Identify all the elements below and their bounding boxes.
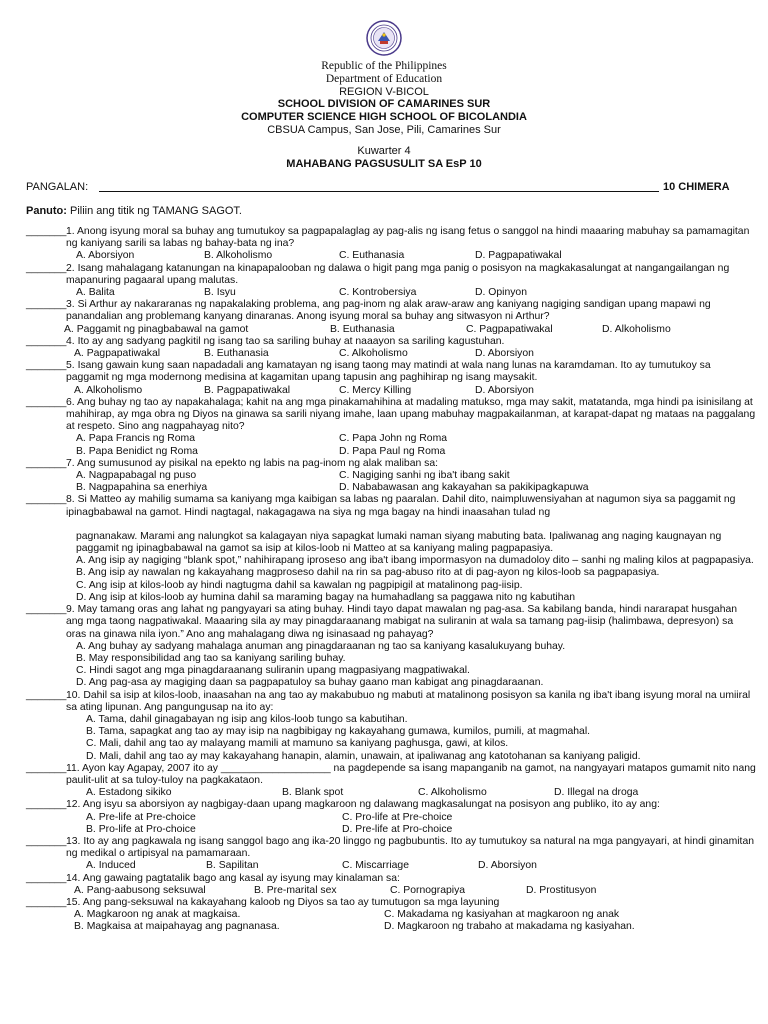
option[interactable]: C. Miscarriage [342,860,409,872]
question-7: _______7. Ang sumusunod ay pisikal na epekto ng labis na pag-inom ng alak maliban sa: A. Nagpapabagal ng puso C. Nagiging sanhi ng iba't ibang sakit B. Nagpapahina sa enerhiya D. Nababawasan ang kakayahan sa pakikipagkapuwa [26,457,589,494]
option[interactable]: B. Isyu [204,287,236,299]
option[interactable]: C. Makadama ng kasiyahan at magkaroon ng anak [384,909,620,921]
answer-blank[interactable]: _______ [26,896,67,908]
option[interactable]: A. Tama, dahil ginagabayan ng isip ang kilos-loob tungo sa kabutihan. [86,713,408,725]
instructions-text: Piliin ang titik ng TAMANG SAGOT. [66,205,242,217]
name-label: PANGALAN: [26,181,89,193]
header-department: Department of Education [325,73,443,85]
answer-blank[interactable]: _______ [26,494,67,506]
option[interactable]: D. Aborsiyon [475,384,534,396]
option[interactable]: A. Papa Francis ng Roma [76,433,195,445]
option[interactable]: D. Ang isip at kilos-loob ay humina dahil sa maraming bagay na humahadlang sa paggawa nito ng kabutihan [76,591,576,603]
question-2: _______2. Isang mahalagang katanungan na kinapapalooban ng dalawa o higit pang mga panig o posisyon na magkakasalungat at nangangailangan ng mapanuring pagaaral upang malutas. A. Balita B. Isyu C. Kontrobersiya D. Opinyon [26,262,730,299]
option[interactable]: B. Blank spot [282,787,344,799]
option[interactable]: C. Nagiging sanhi ng iba't ibang sakit [339,470,510,482]
option[interactable]: D. Illegal na droga [554,787,639,799]
option[interactable]: A. Induced [86,860,136,872]
option[interactable]: B. Papa Benidict ng Roma [76,445,198,457]
question-3: _______3. Si Arthur ay nakararanas ng napakalaking problema, ang pag-inom ng alak araw-araw ang kaniyang nagiging sandigan upang mapawi ng panandalian ang problemang kanyang dinaranas. Anong isyung moral sa buhay ang sitwasyon ni Arthur? A. Paggamit ng pinagbabawal na gamot B. Euthanasia C. Pagpapatiwakal D. Alkoholismo [26,299,711,335]
option[interactable]: C. Alkoholismo [339,348,408,360]
option[interactable]: B. Pre-marital sex [254,884,337,896]
deped-seal-icon [366,20,402,56]
option[interactable]: D. Nababawasan ang kakayahan sa pakikipagkapuwa [339,482,589,494]
option[interactable]: B. May responsibilidad ang tao sa kaniyang sariling buhay. [76,652,346,664]
question-list [26,226,756,934]
header-campus: CBSUA Campus, San Jose, Pili, Camarines Sur [267,124,501,136]
option[interactable]: D. Magkaroon ng trabaho at makadama ng kasiyahan. [384,921,635,933]
answer-blank[interactable]: _______ [26,799,67,811]
option[interactable]: A. Paggamit ng pinagbabawal na gamot [64,323,249,335]
question-13: _______13. Ito ay ang pagkawala ng isang sanggol bago ang ika-20 linggo ng pagbubuntis. Ito ay tumutukoy sa natural na mga pangyayari, at hindi ginamitan ng medikal o artipisyal na pamamaraan. A. Induced B. Sapilitan C. Miscarriage D. Aborsiyon [26,835,754,872]
option[interactable]: C. Hindi sagot ang mga pinagdaraanang suliranin upang magpasiyang magpatiwakal. [76,665,470,677]
option[interactable]: C. Euthanasia [339,250,405,262]
exam-title: MAHABANG PAGSUSULIT SA EsP 10 [286,158,482,170]
option[interactable]: B. Euthanasia [204,348,269,360]
option[interactable]: A. Ang isip ay nagiging “blank spot,” nahihirapang iproseso ang iba't ibang impormasyon na dumadoloy dito – sanhi ng maling kilos at pagpapasiya. [76,555,754,567]
answer-blank[interactable]: _______ [26,835,67,847]
option[interactable]: B. Sapilitan [206,860,259,872]
option[interactable]: B. Pro-life at Pro-choice [86,823,196,835]
option[interactable]: D. Papa Paul ng Roma [339,445,446,457]
option[interactable]: C. Mercy Killing [339,384,412,396]
header-region: REGION V-BICOL [339,86,429,98]
question-9: _______9. May tamang oras ang lahat ng pangyayari sa ating buhay. Hindi tayo dapat mawalan ng pag-asa. Sa kabilang banda, hindi nararapat husgahan ang mga taong nagpatiwakal. Maaaring sila ay may pinagdaraanang mabigat na suliranin at wala sa tamang pag-iisip (halimbawa, depresyon) sa oras na ginawa nila iyon.” Ano ang mahalagang diwa ng isinasaad ng pahayag? A. Ang buhay ay sadyang mahalaga anuman ang pinagdaraanan ng tao sa kaniyang kasalukuyang buhay. B. May responsibilidad ang tao sa kaniyang sariling buhay. C. Hindi sagot ang mga pinagdaraanang suliranin upang magpasiyang magpatiwakal. D. Ang pag-asa ay magiging daan sa pagpapatuloy sa buhay gaano man kabigat ang pinagdaraanan. [26,604,756,689]
option[interactable]: D. Alkoholismo [602,323,671,335]
option[interactable]: C. Pro-life at Pre-choice [342,811,453,823]
question-4: _______4. Ito ay ang sadyang pagkitil ng isang tao sa sariling buhay at naaayon sa sariling kagustuhan. A. Pagpapatiwakal B. Euthanasia C. Alkoholismo D. Aborsiyon [26,335,534,360]
option[interactable]: A. Estadong sikiko [86,787,172,799]
name-row [26,181,746,193]
question-8: _______8. Si Matteo ay mahilig sumama sa kaniyang mga kaibigan sa labas ng paaralan. Dahil dito, naimpluwensiyahan at nagumon siya sa paggamit ng ipinagbabawal na gamot. Hindi nagtagal, nakagagawa na siya ng mga bagay na hindi inaasahan tulad ng pagnanakaw. Marami ang nalungkot sa kalagayan niya sapagkat lumaki naman siyang mabuting bata. Ipaliwanag ang naging kaugnayan ng paggamit ng ipinagbabawal na gamot sa isip at kilos-loob ni Matteo at sa kaniyang maling pagpapasiya. A. Ang isip ay nagiging “blank spot,” nahihirapang iproseso ang iba't ibang impormasyon na dumadoloy dito – sanhi ng maling kilos at pagpapasiya. B. Ang isip ay nawalan ng kakayahang magproseso dahil na rin sa pag-abuso rito at di pag-ayon ng kilos-loob sa pagpapasiya. C. Ang isip at kilos-loob ay hindi nagtugma dahil sa kawalan ng pagpipigil at matalinong pag-iisip. D. Ang isip at kilos-loob ay humina dahil sa maraming bagay na humahadlang sa paggawa nito ng kabutihan [26,494,756,604]
option[interactable]: B. Euthanasia [330,323,395,335]
question-6: _______6. Ang buhay ng tao ay napakahalaga; kahit na ang mga pinakamahihina at madaling matukso, mga may sakit, matatanda, mga hindi pa isinisilang at mahihirap, ay mga obra ng Diyos na ginawa sa sarili niyang imahe, laan upang mabuhay magpakailanman, at karapat-dapat ng mataas na paggalang at respeto. Sino ang nagpahayag nito? A. Papa Francis ng Roma C. Papa John ng Roma B. Papa Benidict ng Roma D. Papa Paul ng Roma [26,396,756,457]
option[interactable]: C. Pagpapatiwakal [466,323,553,335]
answer-blank[interactable]: _______ [26,457,67,469]
name-field-line[interactable] [99,191,659,192]
section-label: 10 CHIMERA [663,181,730,193]
option[interactable]: B. Pagpapatiwakal [204,384,291,396]
question-15: _______15. Ang pang-seksuwal na kakayahang kaloob ng Diyos sa tao ay tumutugon sa mga layuning A. Magkaroon ng anak at magkaisa. C. Makadama ng kasiyahan at magkaroon ng anak B. Magkaisa at maipahayag ang pagnanasa. D. Magkaroon ng trabaho at makadama ng kasiyahan. [26,896,635,933]
option[interactable]: D. Pagpapatiwakal [475,250,562,262]
option[interactable]: A. Nagpapabagal ng puso [76,470,197,482]
option[interactable]: D. Aborsiyon [475,348,534,360]
option[interactable]: A. Magkaroon ng anak at magkaisa. [74,909,241,921]
header-school: COMPUTER SCIENCE HIGH SCHOOL OF BICOLANDIA [241,111,527,123]
instructions-label: Panuto: [26,205,67,217]
answer-blank[interactable]: _______ [26,360,67,372]
option[interactable]: C. Pornograpiya [390,884,466,896]
question-8-continued: pagnanakaw. Marami ang nalungkot sa kalagayan niya sapagkat lumaki naman siyang mabuting bata. Ipaliwanag ang naging kaugnayan ng paggamit ng ipinagbabawal na gamot sa isip at kilos-loob ni Matteo at sa kaniyang maling pagpapasiya. [76,530,722,555]
option[interactable]: D. Ang pag-asa ay magiging daan sa pagpapatuloy sa buhay gaano man kabigat ang pinagdaraanan. [76,677,544,689]
answer-blank[interactable]: _______ [26,689,67,701]
option[interactable]: A. Pang-aabusong seksuwal [74,884,206,896]
header-quarter: Kuwarter 4 [357,145,411,157]
answer-blank[interactable]: _______ [26,226,67,237]
answer-blank[interactable]: _______ [26,335,67,347]
option[interactable]: A. Aborsiyon [76,250,135,262]
header-republic: Republic of the Philippines [321,60,447,72]
option[interactable]: A. Pre-life at Pre-choice [86,811,196,823]
instructions [26,205,242,217]
option[interactable]: D. Aborsiyon [478,860,537,872]
option[interactable]: D. Prostitusyon [526,884,597,896]
option[interactable]: D. Mali, dahil ang tao ay may kakayahang hanapin, alamin, unawain, at ipaliwanag ang katotohanan sa kaniyang paligid. [86,750,641,762]
question-1: _______1. Anong isyung moral sa buhay ang tumutukoy sa pagpapalaglag ay pag-alis ng isang fetus o sanggol na hindi maaaring mabuhay sa pamamagitan ng kaniyang sarili sa labas ng bahay-bata ng ina? A. Aborsiyon B. Alkoholismo C. Euthanasia D. Pagpapatiwakal [26,226,750,262]
option[interactable]: A. Balita [76,287,115,299]
option[interactable]: C. Ang isip at kilos-loob ay hindi nagtugma dahil sa kawalan ng pagpipigil at matalinong pag-iisip. [76,579,523,591]
answer-blank[interactable]: _______ [26,762,67,774]
answer-blank[interactable]: _______ [26,262,67,274]
answer-blank[interactable]: _______ [26,396,67,408]
option[interactable]: C. Alkoholismo [418,787,487,799]
question-10: _______10. Dahil sa isip at kilos-loob, inaasahan na ang tao ay makabubuo ng mabuti at matalinong posisyon sa kanila ng iba't ibang isyung moral na umiiral sa ating lipunan. Ang pangungusap na ito ay: A. Tama, dahil ginagabayan ng isip ang kilos-loob tungo sa kabutihan. B. Tama, sapagkat ang tao ay may isip na nagbibigay ng kakayahang gumawa, kumilos, pumili, at magmahal. C. Mali, dahil ang tao ay malayang mamili at mamuno sa kaniyang paghusga, gawi, at kilos. D. Mali, dahil ang tao ay may kakayahang hanapin, alamin, unawain, at ipaliwanag ang katotohanan sa kaniyang paligid. [26,690,756,763]
option[interactable]: B. Magkaisa at maipahayag ang pagnanasa. [74,921,280,933]
option[interactable]: C. Papa John ng Roma [339,433,448,445]
option[interactable]: A. Pagpapatiwakal [74,348,161,360]
question-11: _______11. Ayon kay Agapay, 2007 ito ay ___________________ na pagdepende sa isang mapanganib na gamot, na nangyayari matapos gumamit nito nang paulit-ulit at sa tuloy-tuloy na pagkakataon. A. Estadong sikiko B. Blank spot C. Alkoholismo D. Illegal na droga [26,762,756,799]
answer-blank[interactable]: _______ [26,299,67,311]
option[interactable]: B. Tama, sapagkat ang tao ay may isip na nagbibigay ng kakayahang gumawa, kumilos, pumili, at magmahal. [86,726,591,738]
question-14: _______14. Ang gawaing pagtatalik bago ang kasal ay isyung may kinalaman sa: A. Pang-aabusong seksuwal B. Pre-marital sex C. Pornograpiya D. Prostitusyon [26,872,597,896]
question-5: _______5. Isang gawain kung saan napadadali ang kamatayan ng isang taong may matindi at wala nang lunas na karamdaman. Ito ay tumutukoy sa paggamit ng mga modernong medisina at kagamitan upang tapusin ang paghihirap ng isang maysakit. A. Alkoholismo B. Pagpapatiwakal C. Mercy Killing D. Aborsiyon [26,360,711,396]
option[interactable]: B. Nagpapahina sa enerhiya [76,482,208,494]
option[interactable]: B. Ang isip ay nawalan ng kakayahang magproseso dahil na rin sa pag-abuso rito at di pag-ayon ng kilos-loob sa pagpapasiya. [76,567,660,579]
option[interactable]: A. Ang buhay ay sadyang mahalaga anuman ang pinagdaraanan ng tao sa kaniyang kasalukuyang buhay. [76,640,566,652]
option[interactable]: D. Opinyon [475,287,527,299]
option[interactable]: C. Mali, dahil ang tao ay malayang mamili at mamuno sa kaniyang paghusga, gawi, at kilos. [86,738,509,750]
option[interactable]: D. Pre-life at Pro-choice [342,823,453,835]
option[interactable]: B. Alkoholismo [204,250,273,262]
answer-blank[interactable]: _______ [26,604,67,616]
answer-blank[interactable]: _______ [26,872,67,884]
option[interactable]: C. Kontrobersiya [339,287,417,299]
option[interactable]: A. Alkoholismo [74,384,143,396]
header-division: SCHOOL DIVISION OF CAMARINES SUR [277,98,491,110]
question-12: _______12. Ang isyu sa aborsiyon ay nagbigay-daan upang magkaroon ng dalawang magkasalungat na posisyon ang publiko, ito ay ang: A. Pre-life at Pre-choice C. Pro-life at Pre-choice B. Pro-life at Pro-choice D. Pre-life at Pro-choice [26,799,660,835]
